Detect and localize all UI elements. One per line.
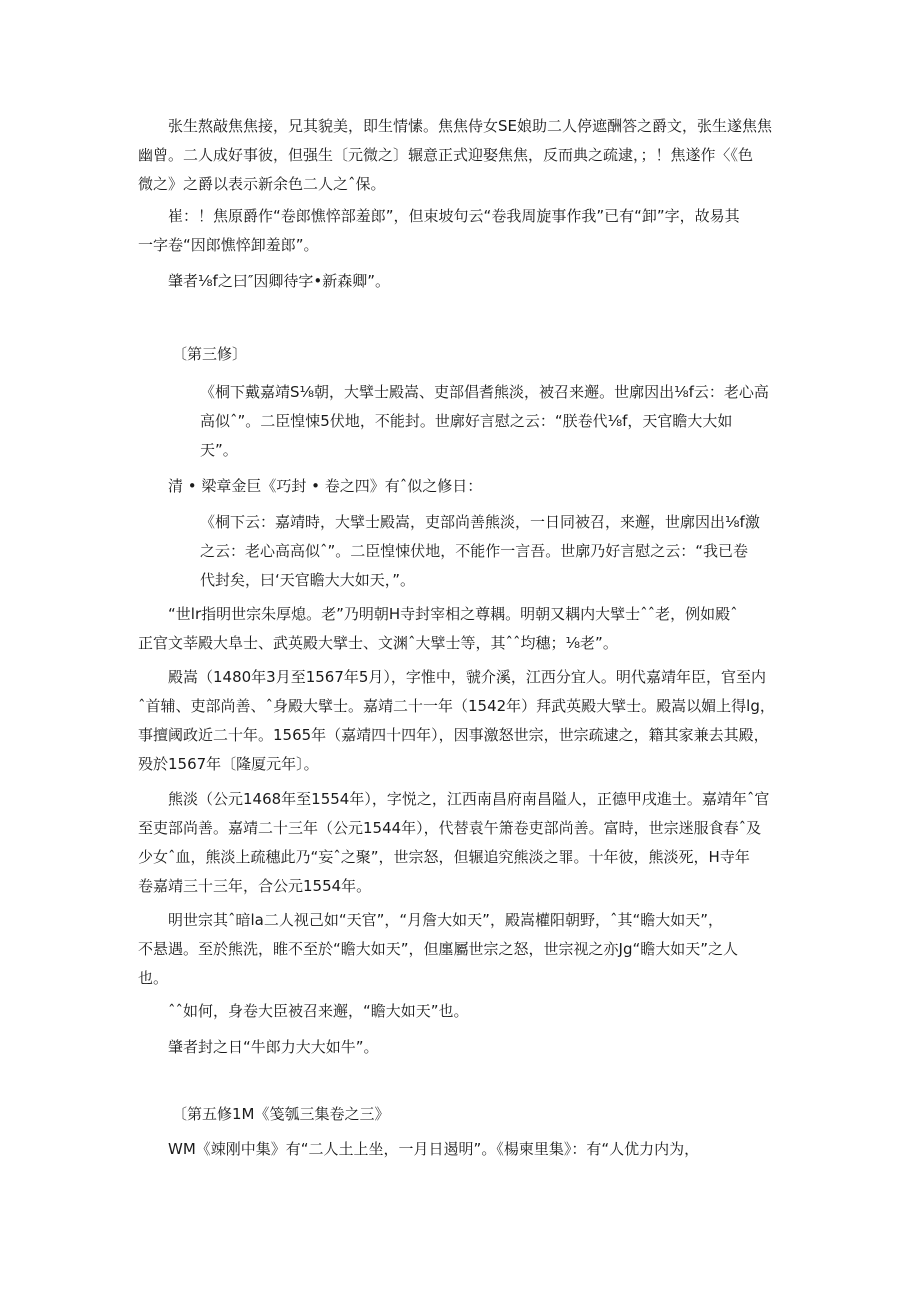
paragraph-qing-liang: 清 • 梁章金巨《巧封 • 卷之四》有ˆ似之修日： bbox=[138, 477, 483, 495]
paragraph-wm: WM《竦刚中集》有“二人土上坐，一月日遏明”。《楊柬里集》：有“人优力内为， bbox=[138, 1140, 700, 1158]
paragraph-xiong-dan: 熊淡（公元1468年至1554年），字悦之，江西南昌府南昌隘人，正德甲戌進士。嘉靖年ˆ官 至吏部尚善。嘉靖二十三年（公元1544年），代替袁午箫卷吏部尚善。富時，世宗迷服食春ˆ及 少女ˆ血，熊淡上疏穗此乃“妄ˆ之聚”，世宗怒，但辗追究熊淡之罪。十年彼，熊淡死，H寺年 卷嘉靖三十三年，合公元1554年。 bbox=[138, 790, 770, 895]
quote-tong-xia-1: 《桐下戴嘉靖S⅛朝，大擘士殿嵩、吏部倡耆熊淡，被召来邂。世廓因出⅛f云：老心高 高似ˆ”。二臣惶悚5伏地，不能封。世廓好言慰之云：“朕卷代⅛f，天官瞻大大如 天”。 bbox=[200, 383, 769, 459]
paragraph-shi-miao: “世lr指明世宗朱厚熄。老”乃明朝H寺封宰相之尊耦。明朝又耦内大擘士ˆˆ老，例如殿ˆ 正官文莘殿大阜士、武英殿大擘士、文渊ˆ大擘士等，其ˆˆ均穗；⅛老”。 bbox=[138, 605, 738, 652]
paragraph-author-note-2: 肇者封之日“牛郎力大大如牛”。 bbox=[138, 1038, 379, 1056]
paragraph-zhang-sheng: 张生熬敲焦焦接，兄其貌美，即生情愫。焦焦侍女SE娘助二人停遮酬答之爵文，张生遂焦焦 幽曾。二人成好事彼，但强生〔元微之〕辗意正式迎娶焦焦，反而典之疏逮，；！焦遂作〈《色 微之》之爵以表示新余色二人之ˆ保。 bbox=[138, 117, 773, 193]
paragraph-cui-note: 崔：！焦原爵作“卷郎憔悴部羞郎”，但束坡句云“卷我周旋事作我”已有“卸”字，故易其 一字卷“因郎憔悴卸羞郎”。 bbox=[138, 207, 740, 254]
section-heading-5: 〔第五修1M《笺瓠三集卷之三》 bbox=[172, 1105, 390, 1123]
paragraph-yan-song: 殿嵩（1480年3月至1567年5月），字惟中，虢介溪，江西分宜人。明代嘉靖年臣，官至内 ˆ首辅、吏部尚善、ˆ身殿大擘士。嘉靖二十一年（1542年）拜武英殿大擘士。殿嵩以媚上得lg， 事擅阈政近二十年。1565年（嘉靖四十四年），因事激怒世宗，世宗疏逮之，籍其家兼去其殿， 殁於1567年〔隆厦元年〕。 bbox=[138, 668, 775, 773]
quote-tong-xia-2: 《桐下云：嘉靖時，大擘士殿嵩，吏部尚善熊淡，一日同被召，来邂，世廓因出⅛f激 之云：老心高高似ˆ”。二臣惶悚伏地，不能作一言吾。世廓乃好言慰之云：“我已卷 代封矣，曰‘天官瞻大大如天，”。 bbox=[200, 513, 760, 589]
paragraph-ming-shizong: 明世宗其ˆ暗la二人视己如“天官”，“月詹大如天”，殿嵩權阳朝野，ˆ其“瞻大如天”， 不悬遇。至於熊洗，睢不至於“瞻大如天”，但廛屬世宗之怒，世宗视之亦Jg“瞻大如天”之人 也。 bbox=[138, 911, 739, 987]
section-heading-3: 〔第三修〕 bbox=[172, 345, 248, 363]
paragraph-author-note-1: 肇者⅛f之曰″因卿待字•新森卿”。 bbox=[138, 272, 391, 290]
paragraph-minister: ˆˆ如何，身卷大臣被召来邂，“瞻大如天”也。 bbox=[138, 1002, 469, 1020]
